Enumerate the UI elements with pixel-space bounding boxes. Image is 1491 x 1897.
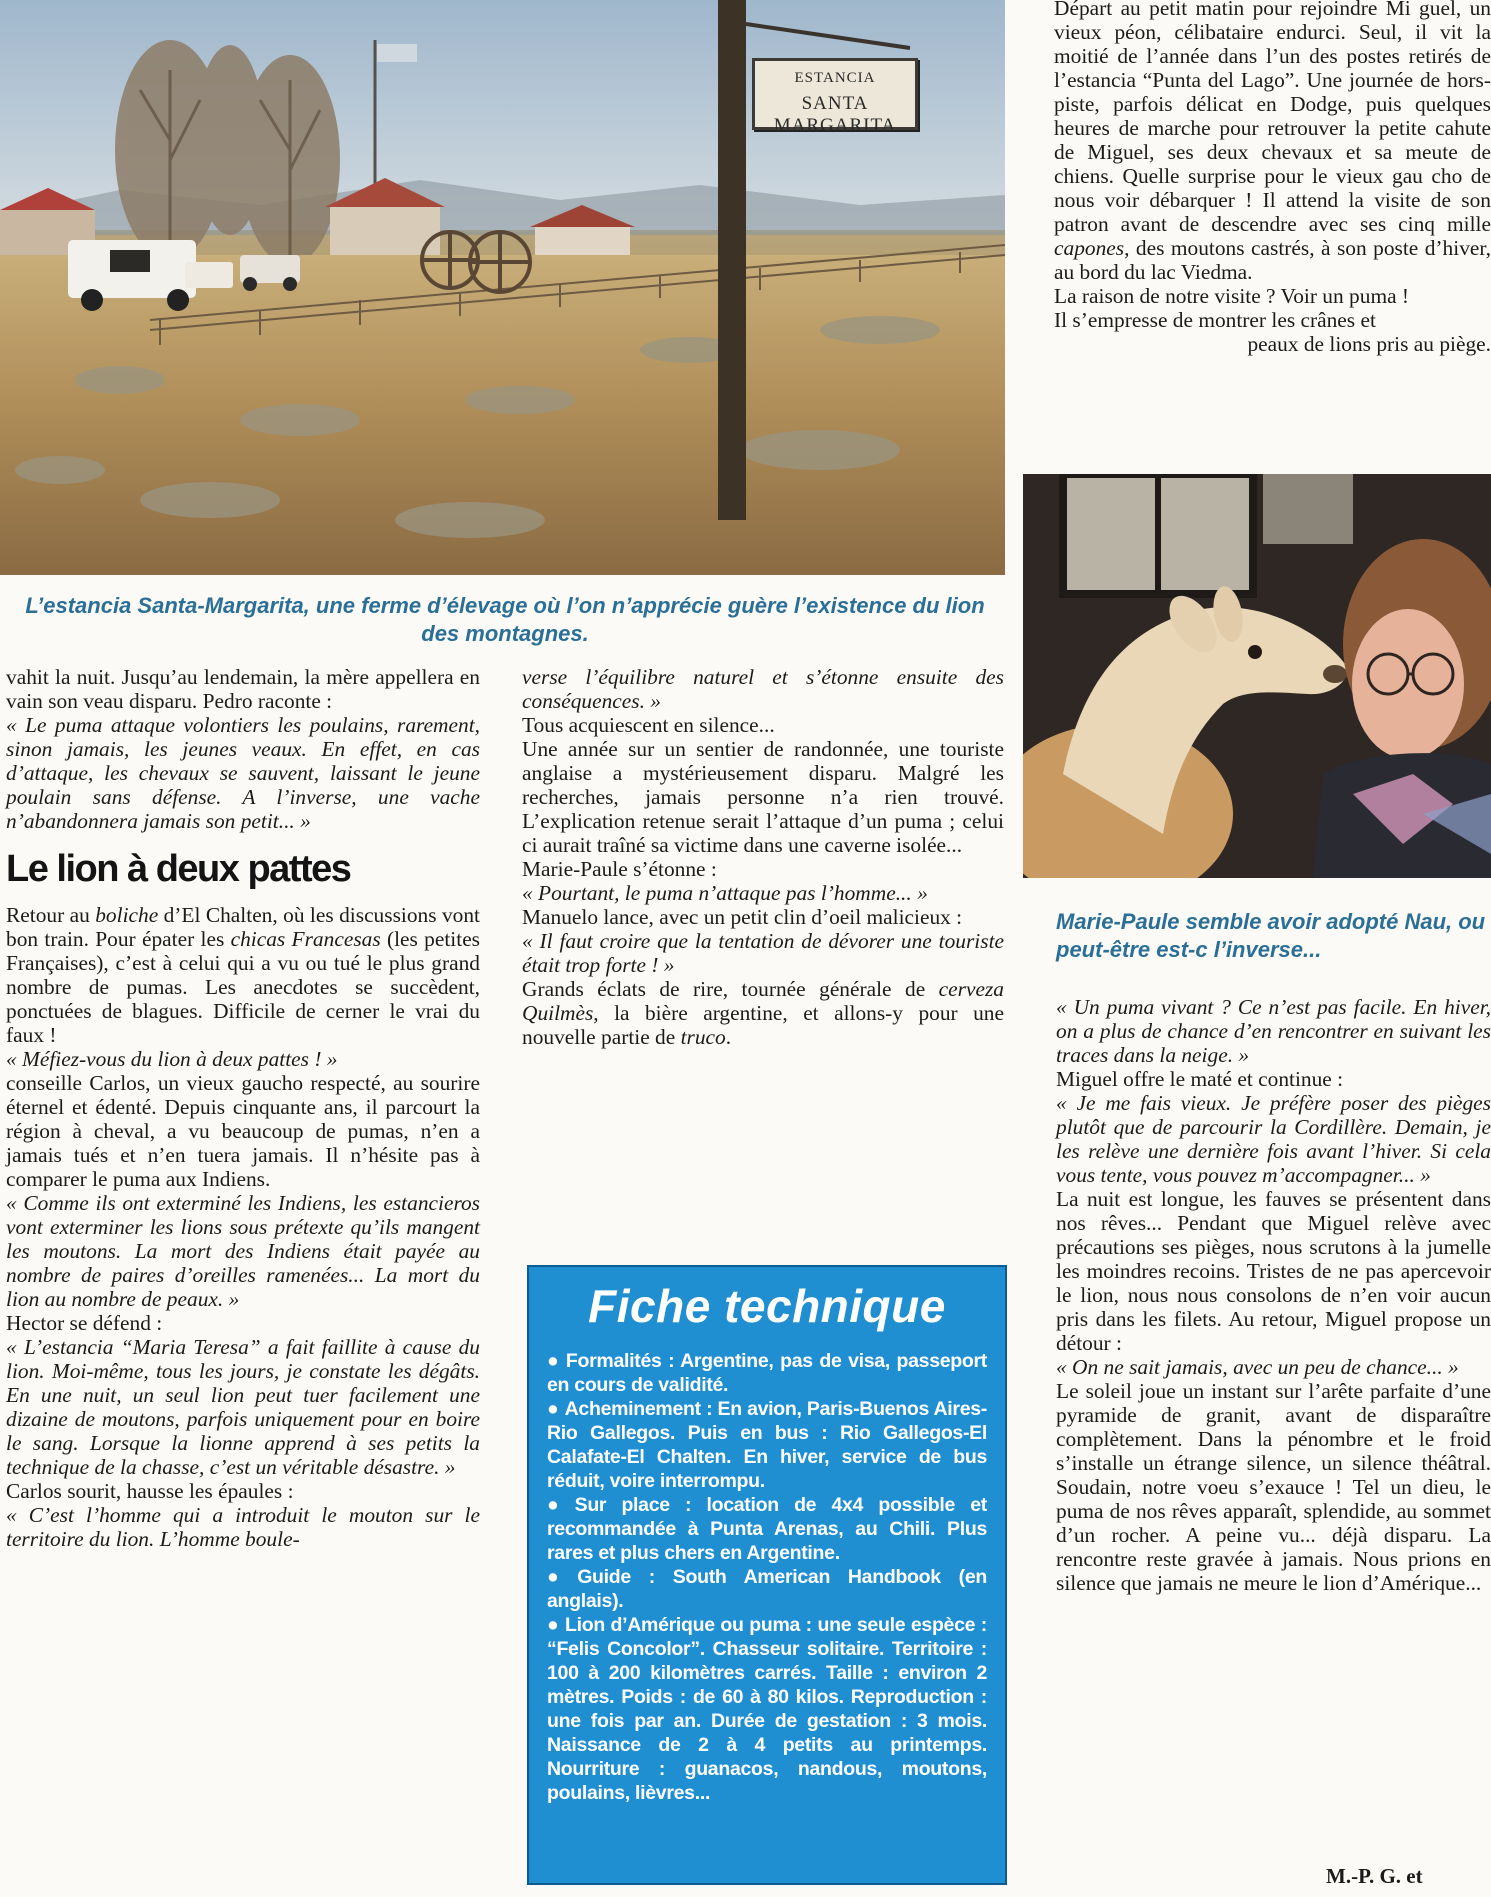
visit-reason-paragraph: La raison de notre visite ? Voir un puma ! [1054, 284, 1410, 308]
fiche-item-guide: ● Guide : South American Handbook (en anglais). [547, 1566, 987, 1612]
pieges-quote: « Je me fais vieux. Je préfère poser des pièges plutôt que de parcourir la Cordillère. Demain, je les relève une dernière fois avant l’hiver. Si cela vous tente, vous pouvez m’accompagner... » [1056, 1091, 1491, 1187]
puma-vivant-quote: « Un puma vivant ? Ce n’est pas facile. En hiver, on a plus de chance d’en rencontrer en suivant les traces dans la neige. » [1056, 995, 1491, 1067]
miguel-intro-paragraph: Départ au petit matin pour rejoindre Mi guel, un vieux péon, célibataire endurci. Seul, il vit la moitié de l’année dans l’un des postes retirés de l’estancia “Punta del Lago”. Une journée de hors-piste, parfois délicat en Dodge, puis quelques heures de marche pour retrouver la petite cahute de Miguel, ses deux chevaux et sa meute de chiens. Quelle surprise pour le vieux gau cho de nous voir débarquer ! Il attend la visite de son patron avant de descendre avec ses cinq mille capones, des moutons castrés, à son poste d’hiver, au bord du lac Viedma. [1054, 0, 1491, 284]
boliche-paragraph: Retour au boliche d’El Chalten, où les discussions vont bon train. Pour épater les chicas Francesas (les petites Françaises), c’est à celui qui a vu ou tué le plus grand nombre de pumas. Les anecdotes se succèdent, ponctuées de blagues. Difficile de cerner le vrai du faux ! [6, 903, 481, 1047]
skins-paragraph: peaux de lions pris au piège. [1247, 332, 1491, 356]
bullet-icon: ● [547, 1494, 569, 1516]
calf-paragraph: vahit la nuit. Jusqu’au lendemain, la mère appellera en vain son veau disparu. Pedro raconte : [6, 665, 480, 713]
silence-paragraph: Tous acquiescent en silence... [522, 713, 775, 737]
marie-paule-quote: « Pourtant, le puma n’attaque pas l’homme... » [522, 881, 928, 905]
soleil-paragraph: Le soleil joue un instant sur l’arête parfaite d’une pyramide de granit, avant de disparaître complètement. Dans la pénombre et le froid s’installe un étrange silence, un silence théâtral. Soudain, notre voeu s’exauce ! Tel un dieu, le puma de nos rêves apparaît, splendide, au sommet d’un rocher. A peine vu... déjà disparu. La rencontre reste gravée à jamais. Nous prions en silence que jamais ne meure le lion d’Amérique... [1056, 1379, 1491, 1595]
nau-scene [1023, 474, 1491, 878]
skulls-paragraph: Il s’empresse de montrer les crânes et [1054, 308, 1376, 332]
bullet-icon: ● [547, 1566, 572, 1588]
manuelo-quote: « Il faut croire que la tentation de dévorer une touriste était trop forte ! » [522, 929, 1004, 977]
fiche-item-sur-place: ● Sur place : location de 4x4 possible et recommandée à Punta Arenas, au Chili. Plus rares et plus chers en Argentine. [547, 1494, 988, 1564]
sign-line-1: ESTANCIA [794, 70, 876, 86]
column-3-bottom [1056, 995, 1491, 1595]
nau-photo [1023, 474, 1491, 878]
pedro-quote: « Le puma attaque volontiers les poulains, rarement, sinon jamais, les jeunes veaux. En effet, en cas d’attaque, les chevaux se sauvent, laissant le jeune poulain sans défense. A l’inverse, une vache n’abandonnera jamais son petit... » [6, 713, 480, 833]
section-heading: Le lion à deux pattes [6, 848, 351, 890]
rire-paragraph: Grands éclats de rire, tournée générale de cerveza Quilmès, la bière argentine, et allons-y pour une nouvelle partie de truco. [522, 977, 1004, 1049]
fiche-item-acheminement: ● Acheminement : En avion, Paris-Buenos Aires-Rio Gallegos. Puis en bus : Rio Gallegos-El Calafate-El Chalten. En hiver, service de bus réduit, voire interrompu. [547, 1398, 987, 1492]
chance-quote: « On ne sait jamais, avec un peu de chance... » [1056, 1355, 1459, 1379]
bullet-icon: ● [547, 1398, 559, 1420]
manuelo-intro: Manuelo lance, avec un petit clin d’oeil malicieux : [522, 905, 963, 929]
author-signature: M.-P. G. et [1326, 1864, 1423, 1888]
carlos-quote-end: verse l’équilibre naturel et s’étonne ensuite des conséquences. » [522, 665, 1004, 713]
hector-intro: Hector se défend : [6, 1311, 163, 1335]
carlos-paragraph: conseille Carlos, un vieux gaucho respecté, au sourire éternel et édenté. Depuis cinquante ans, il parcourt la région à cheval, a vu beaucoup de pumas, n’en a jamais tués et n’en tuera jamais. Il n’hésite pas à comparer le puma aux Indiens. [6, 1071, 480, 1191]
bullet-icon: ● [547, 1614, 559, 1636]
mate-paragraph: Miguel offre le maté et continue : [1056, 1067, 1344, 1091]
estancia-photo [0, 0, 1005, 575]
estancia-caption: L’estancia Santa-Margarita, une ferme d’élevage où l’on n’apprécie guère l’existence du lion des montagnes. [25, 593, 985, 646]
column-2 [522, 665, 1004, 1049]
sign-line-2: SANTA MARGARITA [773, 93, 897, 136]
fiche-technique-box [527, 1265, 1007, 1885]
carlos-warning-quote: « Méfiez-vous du lion à deux pattes ! » [6, 1047, 338, 1071]
marie-paule-intro: Marie-Paule s’étonne : [522, 857, 717, 881]
estancia-sign [752, 58, 918, 136]
fiche-item-formalites: ● Formalités : Argentine, pas de visa, passeport en cours de validité. [547, 1350, 987, 1396]
fiche-item-puma: ● Lion d’Amérique ou puma : une seule espèce : “Felis Concolor”. Chasseur solitaire. Territoire : 100 à 200 kilomètres carrés. Taille : environ 2 mètres. Poids : de 60 à 80 kilos. Reproduction : une fois par an. Durée de gestation : 3 mois. Naissance de 2 à 4 petits au printemps. Nourriture : guanacos, nandous, moutons, poulains, lièvres... [547, 1614, 987, 1804]
hector-quote: « L’estancia “Maria Teresa” a fait faillite à cause du lion. Moi-même, tous les jours, je constate les dégâts. En une nuit, un seul lion peut tuer facilement une dizaine de moutons, parfois uniquement pour en boire le sang. Lorsque la lionne apprend à ses petits la technique de la chasse, c’est un véritable désastre. » [6, 1335, 480, 1479]
column-3-top [1054, 0, 1491, 356]
bullet-icon: ● [547, 1350, 560, 1372]
carlos-smiles: Carlos sourit, hausse les épaules : [6, 1479, 294, 1503]
column-1 [6, 665, 480, 1551]
indiens-quote: « Comme ils ont exterminé les Indiens, les estancieros vont exterminer les lions sous prétexte qu’ils mangent les moutons. La mort des Indiens était payée au nombre de paires d’oreilles ramenées... La mort du lion au nombre de peaux. » [6, 1191, 480, 1311]
nau-caption: Marie-Paule semble avoir adopté Nau, ou peut-être est-c l’inverse... [1056, 909, 1486, 962]
fiche-title: Fiche technique [588, 1280, 946, 1332]
carlos-mouton-quote: « C’est l’homme qui a introduit le mouton sur le territoire du lion. L’homme boule- [6, 1503, 480, 1551]
nuit-paragraph: La nuit est longue, les fauves se présentent dans nos rêves... Pendant que Miguel relève avec précautions ses pièges, nous scrutons à la jumelle les moindres recoins. Tristes de ne pas apercevoir le lion, nous nous consolons de n’en voir aucun pris dans les filets. Au retour, Miguel propose un détour : [1056, 1187, 1491, 1355]
touriste-paragraph: Une année sur un sentier de randonnée, une touriste anglaise a mystérieusement disparu. Malgré les recherches, jamais personne n’a rien trouvé. L’explication retenue serait l’attaque d’un puma ; celui ci aurait traîné sa victime dans une caverne isolée... [522, 737, 1004, 857]
